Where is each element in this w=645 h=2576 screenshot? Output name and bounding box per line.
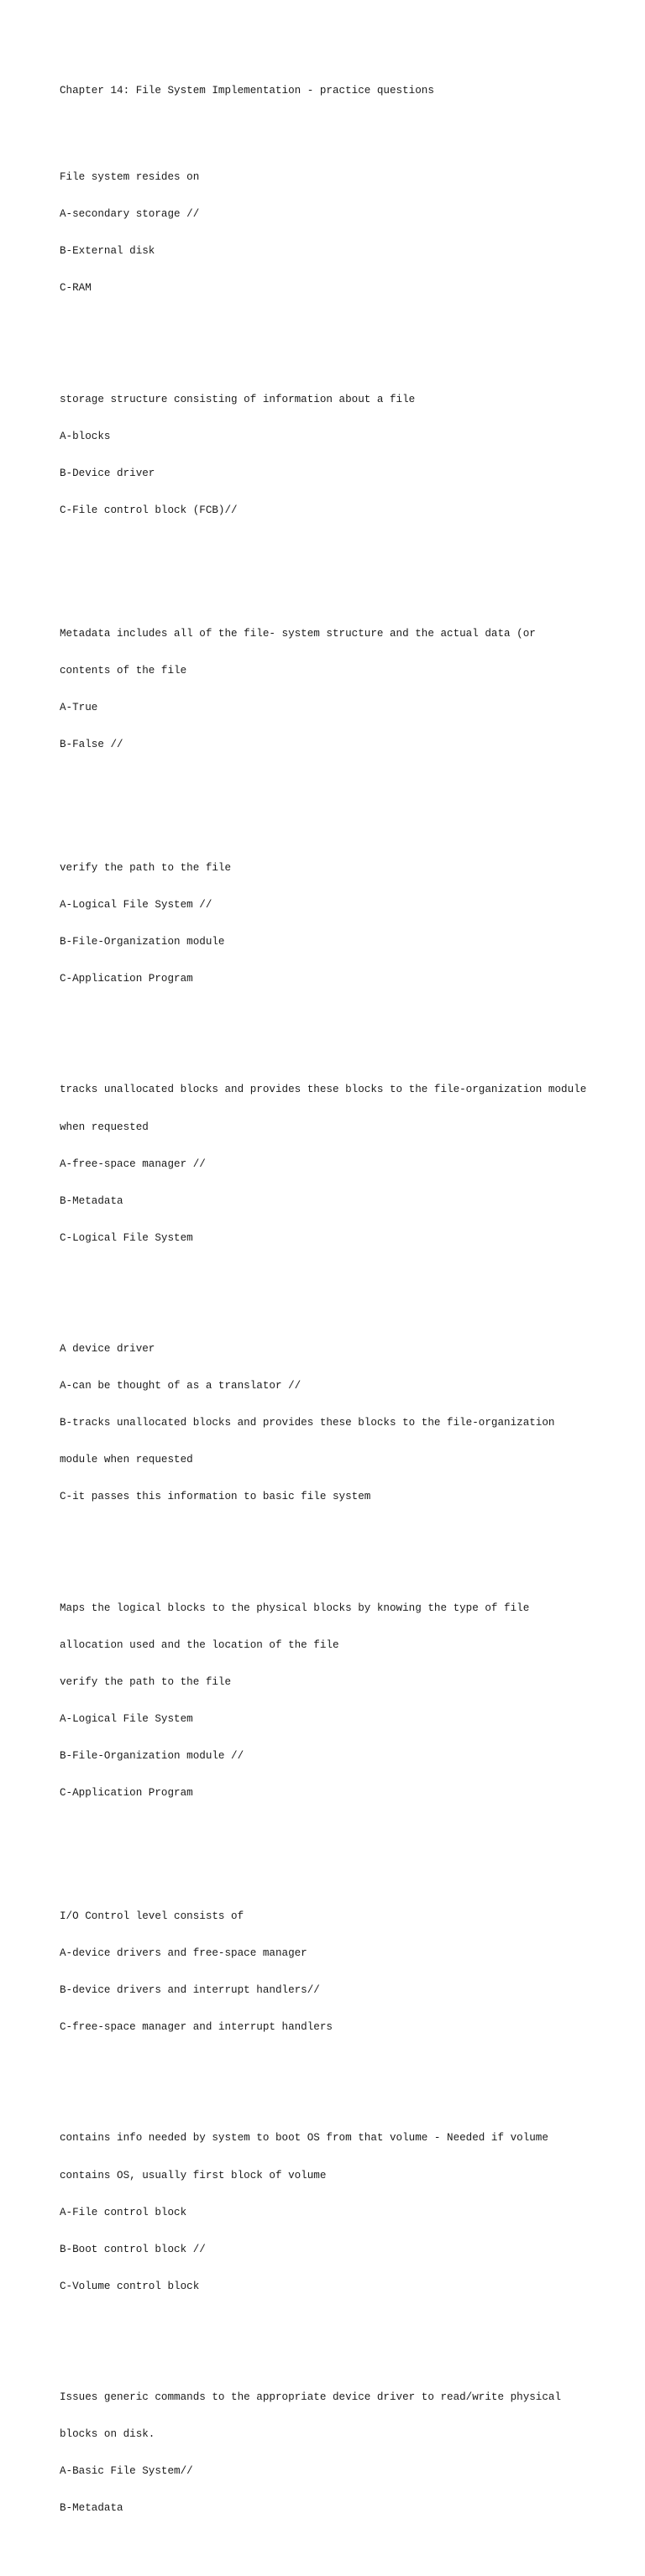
answer-option: B-Metadata — [60, 1194, 123, 1207]
answer-option: C-Logical File System — [60, 1231, 193, 1244]
answer-option: C-File control block (FCB)// — [60, 504, 238, 516]
question-text: Maps the logical blocks to the physical blocks by knowing the type of file — [60, 1602, 530, 1614]
question-text: File system resides on — [60, 171, 200, 184]
answer-option: B-device drivers and interrupt handlers// — [60, 1984, 320, 1997]
question-text: I/O Control level consists of — [60, 1910, 244, 1922]
answer-option: A-free-space manager // — [60, 1157, 206, 1170]
answer-option: A-device drivers and free-space manager — [60, 1947, 307, 1960]
question-block — [60, 1059, 631, 1269]
question-block — [60, 838, 631, 1011]
question-block — [60, 147, 631, 320]
answer-option: B-False // — [60, 739, 123, 751]
question-block — [60, 2108, 631, 2317]
question-text: Issues generic commands to the appropriate device driver to read/write physical — [60, 2391, 562, 2404]
question-block — [60, 1886, 631, 2059]
answer-option: A-can be thought of as a translator // — [60, 1380, 302, 1393]
answer-option: B-tracks unallocated blocks and provides these blocks to the file-organization — [60, 1417, 555, 1429]
question-text: storage structure consisting of information about a file — [60, 393, 416, 405]
answer-option: C-Volume control block — [60, 2280, 200, 2292]
question-block — [60, 1577, 631, 1824]
question-block — [60, 368, 631, 541]
question-text: tracks unallocated blocks and provides these blocks to the file-organization module — [60, 1084, 587, 1096]
answer-option: B-File-Organization module // — [60, 1750, 244, 1762]
answer-option: B-External disk — [60, 245, 155, 258]
answer-option: C-it passes this information to basic file system — [60, 1491, 371, 1503]
question-text: Metadata includes all of the file- system structure and the actual data (or — [60, 627, 536, 640]
question-block — [60, 603, 631, 776]
question-block — [60, 2367, 631, 2540]
question-text: verify the path to the file — [60, 1675, 232, 1688]
answer-option: C-Application Program — [60, 1787, 193, 1800]
answer-option: B-File-Organization module — [60, 936, 225, 948]
question-text: blocks on disk. — [60, 2428, 155, 2441]
question-text: contains OS, usually first block of volume — [60, 2169, 327, 2182]
answer-option: C-Application Program — [60, 973, 193, 985]
answer-option: C-RAM — [60, 282, 92, 295]
answer-option: module when requested — [60, 1454, 193, 1466]
answer-option: B-Metadata — [60, 2502, 123, 2515]
answer-option: A-Basic File System// — [60, 2465, 193, 2478]
document-content — [60, 60, 631, 2576]
question-text: contents of the file — [60, 664, 187, 677]
answer-option: A-File control block — [60, 2206, 187, 2218]
question-block — [60, 1319, 631, 1528]
answer-option: A-secondary storage // — [60, 208, 200, 221]
answer-option: A-True — [60, 701, 98, 713]
answer-option: A-blocks — [60, 430, 111, 442]
answer-option: A-Logical File System — [60, 1712, 193, 1725]
question-text: verify the path to the file — [60, 861, 232, 874]
question-text: allocation used and the location of the file — [60, 1638, 339, 1651]
question-text: A device driver — [60, 1343, 155, 1356]
question-text: contains info needed by system to boot OS from that volume - Needed if volume — [60, 2132, 548, 2145]
answer-option: B-Boot control block // — [60, 2243, 206, 2255]
answer-option: B-Device driver — [60, 467, 155, 479]
question-text: when requested — [60, 1121, 149, 1133]
page-title: Chapter 14: File System Implementation - practice questions — [60, 85, 434, 97]
answer-option: C-free-space manager and interrupt handlers — [60, 2021, 333, 2034]
answer-option: A-Logical File System // — [60, 899, 212, 912]
